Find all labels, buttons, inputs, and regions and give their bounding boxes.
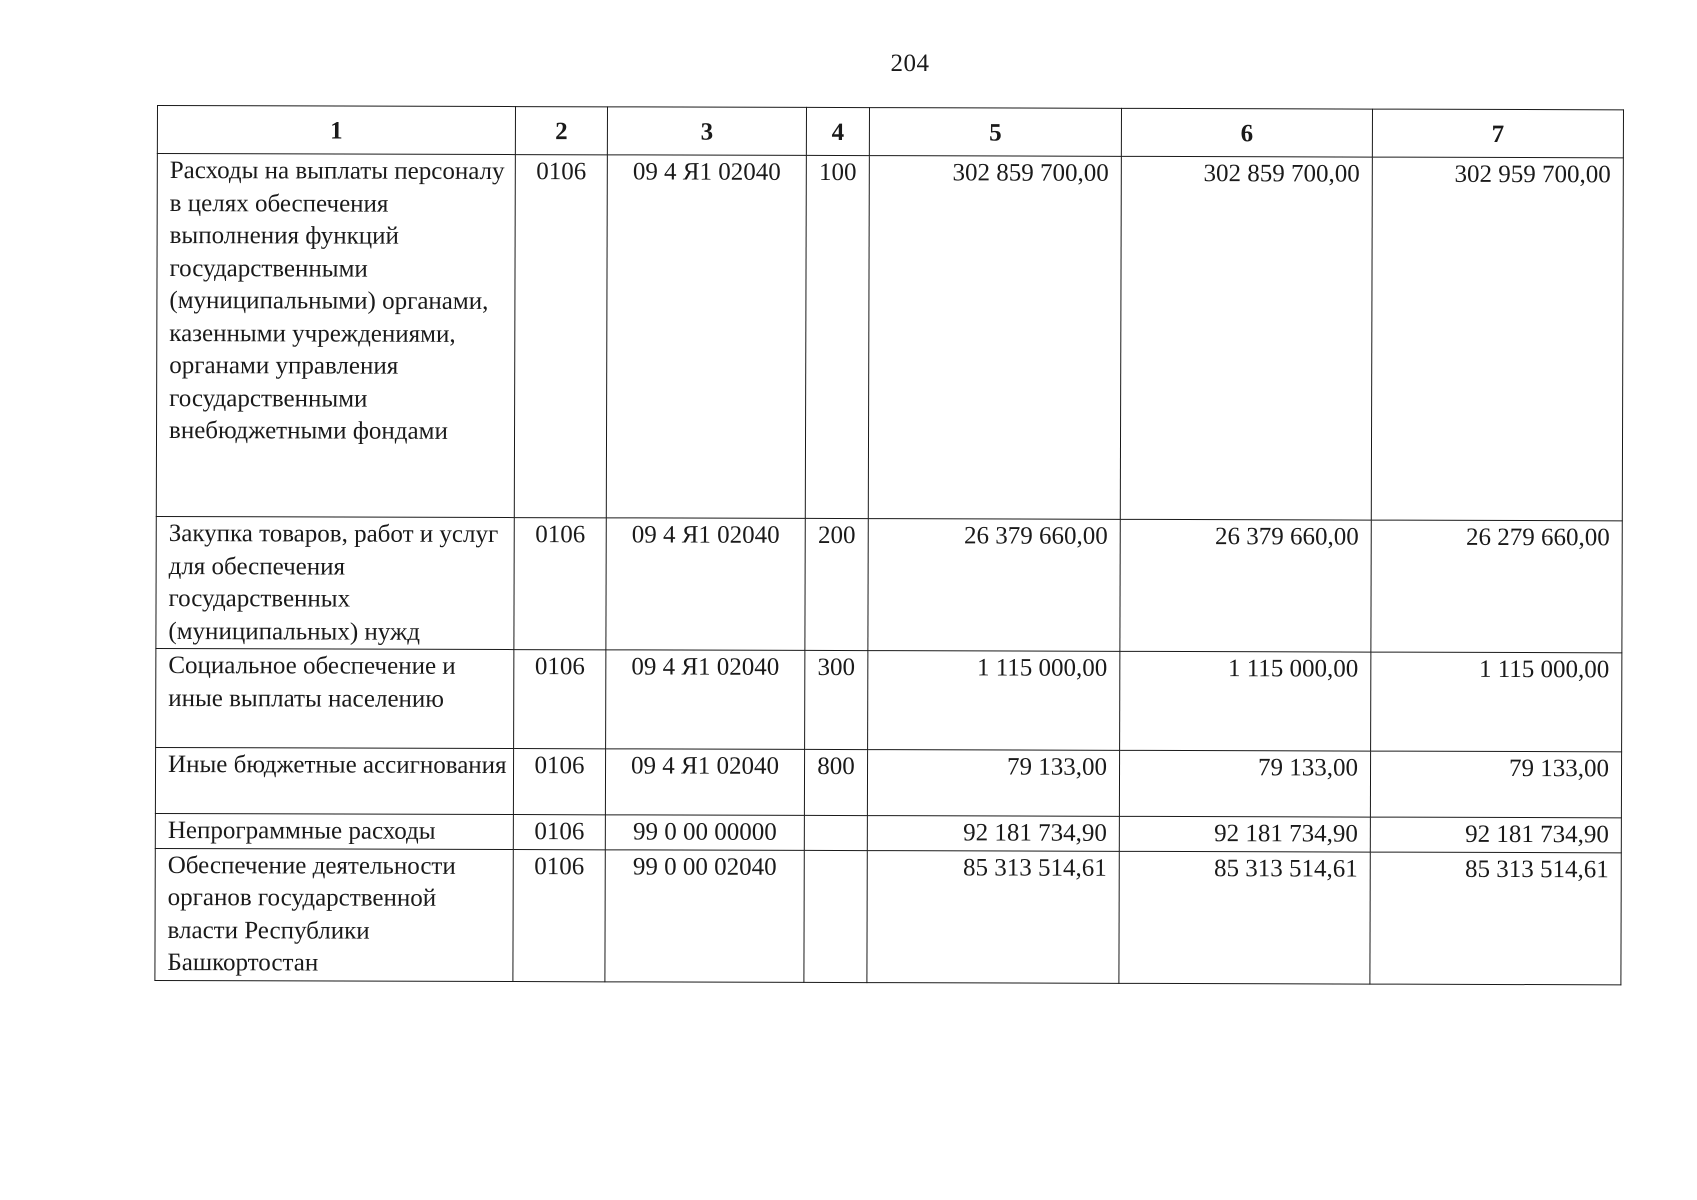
- row-expense-type: 800: [804, 749, 867, 815]
- row-target: 09 4 Я1 02040: [606, 650, 805, 750]
- row-target: 09 4 Я1 02040: [606, 518, 805, 651]
- row-name: Непрограммные расходы: [155, 813, 513, 849]
- row-amount-2: 302 859 700,00: [1120, 156, 1372, 520]
- row-target: 09 4 Я1 02040: [606, 155, 806, 519]
- table-header: [157, 106, 1623, 158]
- header-col-3: 3: [607, 107, 806, 156]
- row-section: 0106: [514, 155, 607, 518]
- row-expense-type: [804, 815, 867, 850]
- row-amount-2: 85 313 514,61: [1119, 851, 1370, 984]
- table-row: [156, 516, 1622, 652]
- row-expense-type: 200: [805, 518, 868, 650]
- row-expense-type: 100: [805, 155, 869, 518]
- header-row: [157, 106, 1623, 158]
- row-amount-3: 26 279 660,00: [1371, 520, 1622, 653]
- row-amount-1: 92 181 734,90: [867, 816, 1119, 851]
- row-name: Закупка товаров, работ и услуг для обеспечения государственных (муниципальных) нужд: [156, 516, 514, 649]
- header-col-1: 1: [157, 106, 515, 155]
- table-row: [155, 747, 1621, 817]
- row-amount-2: 26 379 660,00: [1120, 519, 1371, 652]
- row-amount-3: 92 181 734,90: [1370, 817, 1621, 852]
- row-section: 0106: [514, 650, 606, 749]
- row-target: 99 0 00 02040: [605, 849, 804, 982]
- row-section: 0106: [513, 749, 605, 815]
- row-target: 99 0 00 00000: [605, 815, 804, 850]
- row-section: 0106: [513, 849, 605, 981]
- row-expense-type: 300: [805, 650, 868, 749]
- header-col-4: 4: [806, 107, 869, 155]
- row-name: Обеспечение деятельности органов государственной власти Республики Башкортостан: [155, 848, 513, 981]
- row-section: 0106: [514, 518, 606, 650]
- row-name: Иные бюджетные ассигнования: [155, 747, 513, 814]
- table-row: [155, 813, 1621, 852]
- row-section: 0106: [513, 815, 605, 850]
- row-amount-1: 85 313 514,61: [867, 850, 1119, 983]
- row-amount-1: 1 115 000,00: [868, 651, 1120, 751]
- row-amount-2: 1 115 000,00: [1120, 651, 1371, 751]
- row-name: Расходы на выплаты персоналу в целях обеспечения выполнения функций государственными (муниципальными) органами, казенными учреждениями, органами управления государственными внебюджетными фондами: [156, 154, 515, 518]
- budget-table: [154, 105, 1624, 985]
- row-amount-3: 85 313 514,61: [1370, 852, 1621, 985]
- header-col-2: 2: [515, 107, 607, 155]
- table-body: [155, 154, 1623, 985]
- table-row: [156, 154, 1623, 521]
- row-expense-type: [804, 850, 867, 982]
- table-row: [155, 848, 1621, 984]
- header-col-7: 7: [1372, 109, 1623, 158]
- row-amount-1: 26 379 660,00: [868, 519, 1120, 652]
- row-amount-3: 79 133,00: [1370, 751, 1621, 818]
- row-name: Социальное обеспечение и иные выплаты населению: [156, 648, 514, 748]
- row-amount-3: 1 115 000,00: [1371, 652, 1622, 752]
- row-amount-2: 79 133,00: [1119, 750, 1370, 817]
- header-col-5: 5: [869, 108, 1121, 157]
- row-amount-1: 302 859 700,00: [868, 156, 1121, 520]
- table-row: [156, 648, 1622, 751]
- page-number: 204: [890, 50, 930, 77]
- row-amount-1: 79 133,00: [867, 750, 1119, 817]
- row-amount-2: 92 181 734,90: [1119, 816, 1370, 851]
- header-col-6: 6: [1121, 108, 1372, 157]
- row-target: 09 4 Я1 02040: [605, 749, 804, 816]
- row-amount-3: 302 959 700,00: [1371, 157, 1623, 521]
